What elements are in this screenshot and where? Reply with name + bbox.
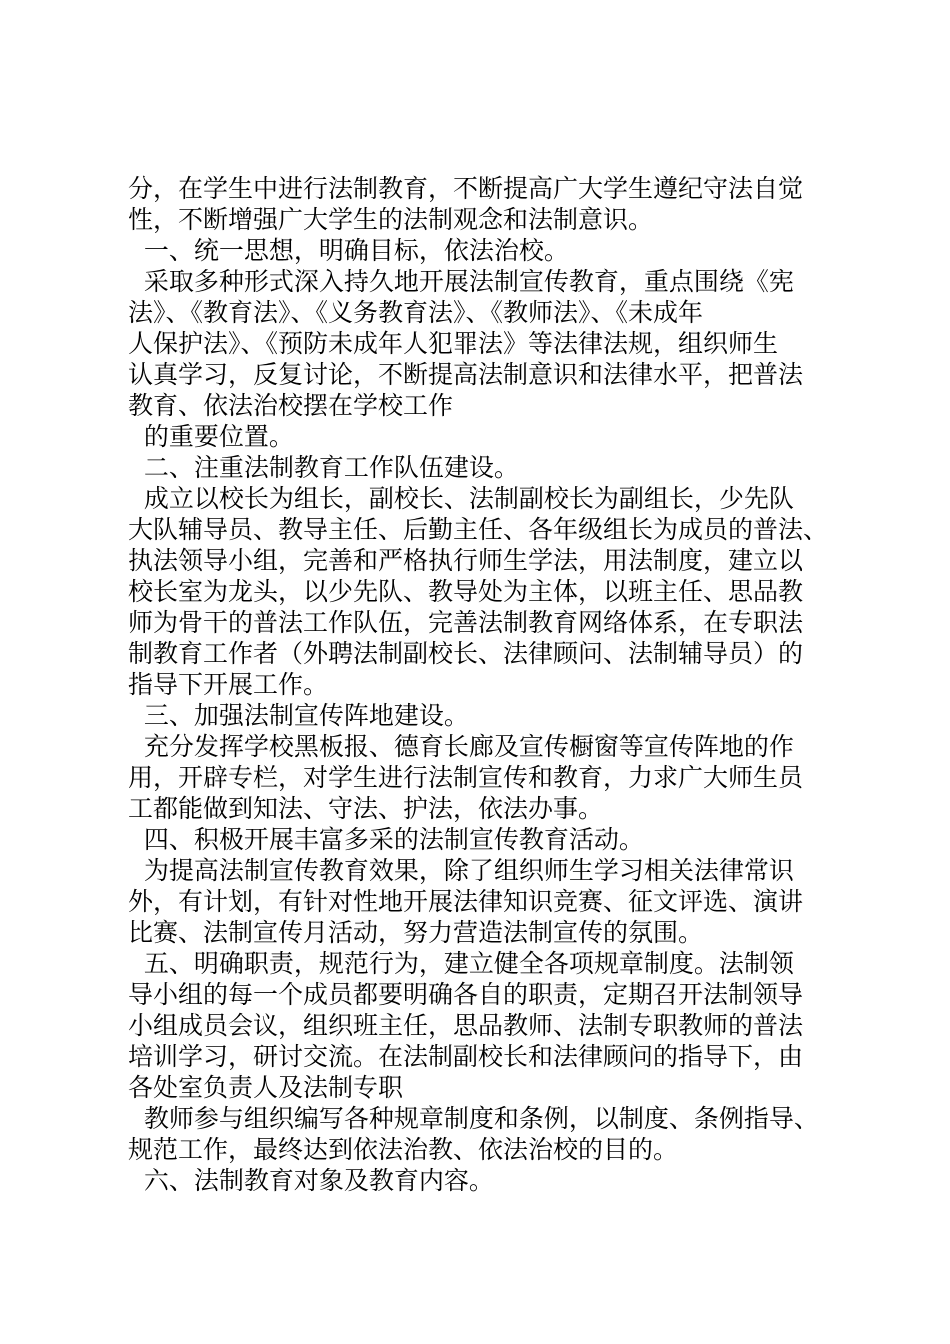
- text-line: 师为骨干的普法工作队伍，完善法制教育网络体系，在专职法: [128, 608, 804, 637]
- text-line: 执法领导小组，完善和严格执行师生学法，用法制度，建立以: [128, 546, 804, 575]
- text-line: 比赛、法制宣传月活动，努力营造法制宣传的氛围。: [128, 918, 704, 947]
- text-line: 性，不断增强广大学生的法制观念和法制意识。: [128, 205, 654, 234]
- section-heading: 二、注重法制教育工作队伍建设。: [128, 453, 519, 482]
- text-line: 法》、《教育法》、《义务教育法》、《教师法》、《未成年: [128, 298, 704, 327]
- text-line: 成立以校长为组长，副校长、法制副校长为副组长，少先队: [128, 484, 794, 513]
- text-line: 的重要位置。: [128, 422, 294, 451]
- text-line: 制教育工作者（外聘法制副校长、法律顾问、法制辅导员）的: [128, 639, 804, 668]
- section-heading: 四、积极开展丰富多采的法制宣传教育活动。: [128, 825, 644, 854]
- text-line: 各处室负责人及法制专职: [128, 1073, 404, 1102]
- text-line: 校长室为龙头，以少先队、教导处为主体，以班主任、思品教: [128, 577, 804, 606]
- section-heading: 五、明确职责，规范行为，建立健全各项规章制度。法制领: [128, 949, 794, 978]
- text-line: 导小组的每一个成员都要明确各自的职责，定期召开法制领导: [128, 980, 804, 1009]
- text-line: 分，在学生中进行法制教育，不断提高广大学生遵纪守法自觉: [128, 174, 804, 203]
- text-line: 教师参与组织编写各种规章制度和条例，以制度、条例指导、: [128, 1104, 819, 1133]
- text-line: 充分发挥学校黑板报、德育长廊及宣传橱窗等宣传阵地的作: [128, 732, 794, 761]
- section-heading: 六、法制教育对象及教育内容。: [128, 1166, 494, 1195]
- text-line: 外，有计划，有针对性地开展法律知识竞赛、征文评选、演讲: [128, 887, 804, 916]
- text-line: 小组成员会议，组织班主任，思品教师、法制专职教师的普法: [128, 1011, 804, 1040]
- text-line: 人保护法》、《预防未成年人犯罪法》等法律法规，组织师生: [128, 329, 779, 358]
- text-line: 为提高法制宣传教育效果，除了组织师生学习相关法律常识: [128, 856, 794, 885]
- text-line: 工都能做到知法、守法、护法，依法办事。: [128, 794, 604, 823]
- section-heading: 三、加强法制宣传阵地建设。: [128, 701, 469, 730]
- text-line: 用，开辟专栏，对学生进行法制宣传和教育，力求广大师生员: [128, 763, 804, 792]
- text-line: 教育、依法治校摆在学校工作: [128, 391, 454, 420]
- text-line: 采取多种形式深入持久地开展法制宣传教育，重点围绕《宪: [128, 267, 794, 296]
- text-line: 认真学习，反复讨论，不断提高法制意识和法律水平，把普法: [128, 360, 804, 389]
- text-line: 规范工作，最终达到依法治教、依法治校的目的。: [128, 1135, 679, 1164]
- section-heading: 一、统一思想，明确目标，依法治校。: [128, 236, 569, 265]
- text-line: 培训学习，研讨交流。在法制副校长和法律顾问的指导下，由: [128, 1042, 804, 1071]
- text-line: 大队辅导员、教导主任、后勤主任、各年级组长为成员的普法、: [128, 515, 829, 544]
- text-line: 指导下开展工作。: [128, 670, 329, 699]
